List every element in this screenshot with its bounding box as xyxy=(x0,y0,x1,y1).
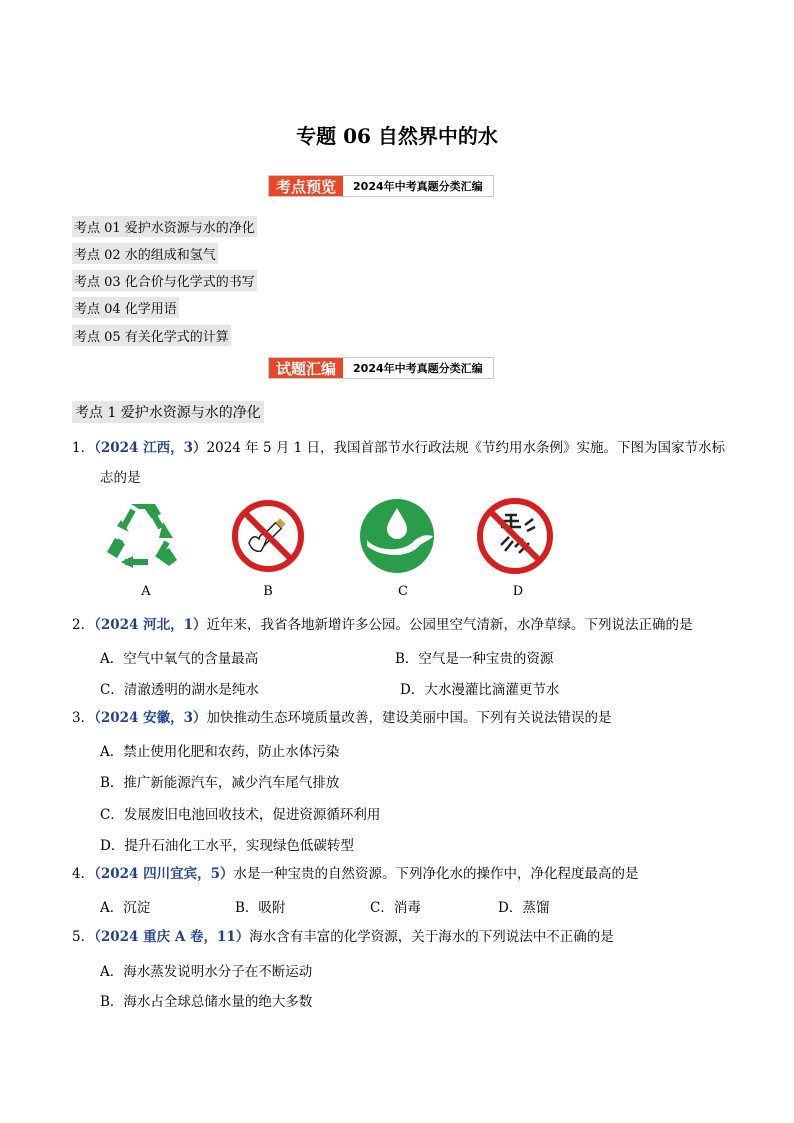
question-source: （2024 安徽，3） xyxy=(94,710,207,726)
option-d: D．蒸馏 xyxy=(498,900,550,916)
question-1: 1．（2024 江西，3）2024 年 5 月 1 日，我国首部节水行政法规《节约用水条例》实施。下图为国家节水标 xyxy=(72,440,726,456)
no-smoking-icon xyxy=(231,499,305,573)
option-label: C xyxy=(398,584,408,599)
option-label: A xyxy=(141,584,151,599)
water-drop-icon xyxy=(357,498,437,574)
option-d: D．提升石油化工水平，实现绿色低碳转型 xyxy=(100,838,354,854)
topic-item: 考点 04 化学用语 xyxy=(72,297,179,318)
option-a: A．空气中氧气的含量最高 xyxy=(100,651,259,667)
question-4: 4．（2024 四川宜宾，5）水是一种宝贵的自然资源。下列净化水的操作中，净化程度最高的是 xyxy=(72,866,639,882)
question-source: （2024 重庆 A 卷，11） xyxy=(94,929,250,945)
topic-item: 考点 05 有关化学式的计算 xyxy=(72,325,231,346)
question-source: （2024 四川宜宾，5） xyxy=(94,866,234,882)
banner-subtitle: 2024年中考真题分类汇编 xyxy=(343,358,493,378)
option-c: C．发展废旧电池回收技术，促进资源循环利用 xyxy=(100,807,381,823)
banner-subtitle: 2024年中考真题分类汇编 xyxy=(343,176,493,196)
option-c: C．清澈透明的湖水是纯水 xyxy=(100,682,259,698)
banner-tag: 试题汇编 xyxy=(269,358,343,378)
question-source: （2024 江西，3） xyxy=(94,440,207,456)
option-b: B．推广新能源汽车，减少汽车尾气排放 xyxy=(100,775,340,791)
exercise-banner xyxy=(268,357,494,379)
option-b: B．吸附 xyxy=(235,900,286,916)
recycle-icon xyxy=(103,498,183,570)
option-d: D．大水漫灌比滴灌更节水 xyxy=(400,682,560,698)
option-b: B．空气是一种宝贵的资源 xyxy=(395,651,554,667)
topic-item: 考点 03 化合价与化学式的书写 xyxy=(72,270,257,291)
option-c: C．消毒 xyxy=(370,900,421,916)
topic-item: 考点 02 水的组成和氢气 xyxy=(72,243,218,264)
topic-item: 考点 01 爱护水资源与水的净化 xyxy=(72,216,257,237)
no-logging-icon xyxy=(475,497,555,575)
question-5: 5．（2024 重庆 A 卷，11）海水含有丰富的化学资源，关于海水的下列说法中不正确的是 xyxy=(72,929,614,945)
option-a: A．海水蒸发说明水分子在不断运动 xyxy=(100,964,313,980)
option-label: B xyxy=(263,584,273,599)
page-title: 专题 06 自然界中的水 xyxy=(296,124,498,148)
option-label: D xyxy=(512,584,524,599)
section-heading: 考点 1 爱护水资源与水的净化 xyxy=(72,401,264,423)
option-a: A．禁止使用化肥和农药，防止水体污染 xyxy=(100,744,340,760)
option-a: A．沉淀 xyxy=(100,900,151,916)
question-3: 3．（2024 安徽，3）加快推动生态环境质量改善，建设美丽中国。下列有关说法错误的是 xyxy=(72,710,612,726)
option-b: B．海水占全球总储水量的绝大多数 xyxy=(100,994,313,1010)
preview-banner xyxy=(268,175,494,197)
banner-tag: 考点预览 xyxy=(269,176,343,196)
question-2: 2．（2024 河北，1）近年来，我省各地新增许多公园。公园里空气清新，水净草绿。下列说法正确的是 xyxy=(72,617,693,633)
question-source: （2024 河北，1） xyxy=(94,617,207,633)
question-1-cont: 志的是 xyxy=(100,470,141,486)
